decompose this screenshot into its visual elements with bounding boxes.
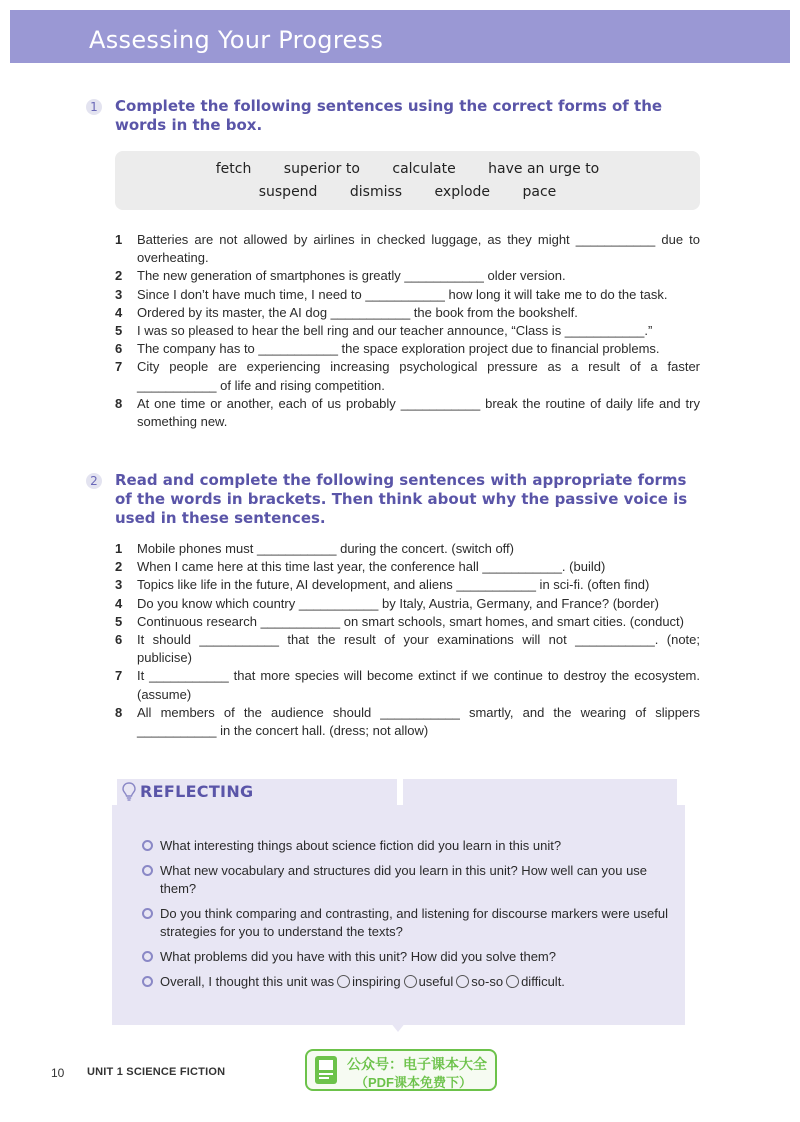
sentence-number: 5 <box>115 323 123 339</box>
sentence <box>115 395 700 431</box>
word-superior-to: superior to <box>283 161 360 177</box>
word-have-an-urge-to: have an urge to <box>488 161 600 177</box>
bullet-icon <box>142 951 153 962</box>
reflecting-question-text: What problems did you have with this unit? How did you solve them? <box>160 949 556 964</box>
sentence-text: The company has to ___________ the space exploration project due to financial problems. <box>137 341 660 357</box>
page-title: Assessing Your Progress <box>89 26 384 54</box>
option-useful-label: useful <box>418 974 454 989</box>
reflecting-question-text: What new vocabulary and structures did you learn in this unit? How well can you use them? <box>160 863 648 896</box>
exercise-1-number: 1 <box>86 99 102 115</box>
sentence-text: Continuous research ___________ on smart schools, smart homes, and smart cities. (conduct) <box>137 613 684 629</box>
reflecting-overall <box>142 973 672 991</box>
word-pace: pace <box>522 184 557 200</box>
sentence-number: 1 <box>115 541 123 556</box>
sentence <box>115 631 700 667</box>
sentence <box>115 267 700 285</box>
sentence-number: 2 <box>115 559 123 575</box>
sentence-number: 6 <box>115 341 123 357</box>
exercise-2-sentences <box>115 540 700 740</box>
reflecting-question-text: Do you think comparing and contrasting, and listening for discourse markers were useful strategies for you to understand the texts? <box>160 906 668 939</box>
reflecting-question <box>142 837 672 855</box>
option-inspiring-radio[interactable] <box>337 975 350 988</box>
sentence-number: 8 <box>115 395 123 411</box>
sentence <box>115 576 700 594</box>
sentence <box>115 358 700 394</box>
watermark-line-2: （PDF课本免费下） <box>355 1075 473 1090</box>
bullet-icon <box>142 908 153 919</box>
reflecting-notch <box>390 1022 406 1032</box>
sentence <box>115 558 700 576</box>
sentence-text: It should ___________ that the result of your examinations will not ___________. (note; publicise) <box>137 632 700 666</box>
overall-prefix: Overall, I thought this unit was <box>160 974 335 989</box>
option-difficult-label: difficult. <box>521 974 565 989</box>
bullet-icon <box>142 976 153 987</box>
exercise-2-instruction: Read and complete the following sentences with appropriate forms of the words in brackets. Then think about why the passive voice is used in these sentences. <box>115 471 688 527</box>
lightbulb-icon <box>122 782 136 802</box>
page-number: 10 <box>51 1066 65 1080</box>
sentence-text: Ordered by its master, the AI dog ___________ the book from the bookshelf. <box>137 304 578 320</box>
option-so-so-radio[interactable] <box>456 975 469 988</box>
sentence <box>115 304 700 322</box>
sentence <box>115 322 700 340</box>
sentence-number: 4 <box>115 304 123 320</box>
sentence <box>115 595 700 613</box>
sentence <box>115 340 700 358</box>
option-so-so-label: so-so <box>471 974 504 989</box>
sentence-text: Mobile phones must ___________ during the concert. (switch off) <box>137 541 514 556</box>
option-difficult-radio[interactable] <box>506 975 519 988</box>
sentence-text: All members of the audience should ___________ smartly, and the wearing of slippers ___________ in the concert hall. (dress; not allow) <box>137 704 700 739</box>
sentence <box>115 613 700 631</box>
sentence-number: 5 <box>115 613 123 629</box>
reflecting-tab-right <box>403 779 677 808</box>
sentence <box>115 286 700 304</box>
sentence-number: 7 <box>115 359 123 375</box>
sentence <box>115 667 700 703</box>
bullet-icon <box>142 840 153 851</box>
bullet-icon <box>142 865 153 876</box>
sentence <box>115 231 700 267</box>
word-suspend: suspend <box>258 184 318 200</box>
watermark <box>305 1049 497 1091</box>
word-box-row-1 <box>115 161 700 177</box>
exercise-2-number: 2 <box>86 473 102 489</box>
sentence-text: At one time or another, each of us probably ___________ break the routine of daily life and try something new. <box>137 395 700 430</box>
option-inspiring-label: inspiring <box>352 974 401 989</box>
sentence-number: 3 <box>115 286 123 302</box>
overall-line <box>142 973 672 991</box>
sentence-number: 7 <box>115 668 123 684</box>
sentence-number: 3 <box>115 577 123 593</box>
sentence-number: 4 <box>115 595 123 611</box>
option-useful-radio[interactable] <box>404 975 417 988</box>
sentence-text: Since I don’t have much time, I need to ___________ how long it will take me to do the task. <box>137 286 668 302</box>
reflecting-question <box>142 862 672 898</box>
reflecting-title: REFLECTING <box>140 782 254 801</box>
sentence-text: I was so pleased to hear the bell ring and our teacher announce, “Class is ___________.” <box>137 323 653 339</box>
watermark-line-1: 公众号：电子课本大全 <box>347 1056 487 1072</box>
sentence <box>115 704 700 740</box>
unit-label: UNIT 1 SCIENCE FICTION <box>87 1066 226 1078</box>
sentence-text: It ___________ that more species will become extinct if we continue to destroy the ecosystem. (assume) <box>137 668 700 702</box>
sentence-number: 2 <box>115 268 123 284</box>
word-dismiss: dismiss <box>349 184 403 200</box>
exercise-1-instruction: Complete the following sentences using the correct forms of the words in the box. <box>115 97 663 134</box>
reflecting-question <box>142 948 672 966</box>
sentence-text: The new generation of smartphones is greatly ___________ older version. <box>137 268 566 284</box>
sentence-number: 6 <box>115 632 123 648</box>
word-box <box>115 151 700 210</box>
sentence-number: 8 <box>115 704 123 720</box>
book-logo-icon <box>313 1054 339 1086</box>
word-calculate: calculate <box>392 161 456 177</box>
reflecting-question-text: What interesting things about science fiction did you learn in this unit? <box>160 838 562 853</box>
word-explode: explode <box>434 184 491 200</box>
word-fetch: fetch <box>215 161 252 177</box>
reflecting-question <box>142 905 672 941</box>
sentence-text: Do you know which country ___________ by Italy, Austria, Germany, and France? (border) <box>137 595 659 611</box>
sentence-text: Topics like life in the future, AI development, and aliens ___________ in sci-fi. (often find) <box>137 577 650 593</box>
sentence-text: City people are experiencing increasing psychological pressure as a result of a faster ___________ of life and rising competition. <box>137 359 700 393</box>
exercise-1-sentences <box>115 231 700 431</box>
sentence <box>115 540 700 558</box>
word-box-row-2 <box>115 184 700 200</box>
sentence-number: 1 <box>115 232 123 247</box>
sentence-text: Batteries are not allowed by airlines in checked luggage, as they might ___________ due to overheating. <box>137 232 700 266</box>
sentence-text: When I came here at this time last year, the conference hall ___________. (build) <box>137 559 606 575</box>
